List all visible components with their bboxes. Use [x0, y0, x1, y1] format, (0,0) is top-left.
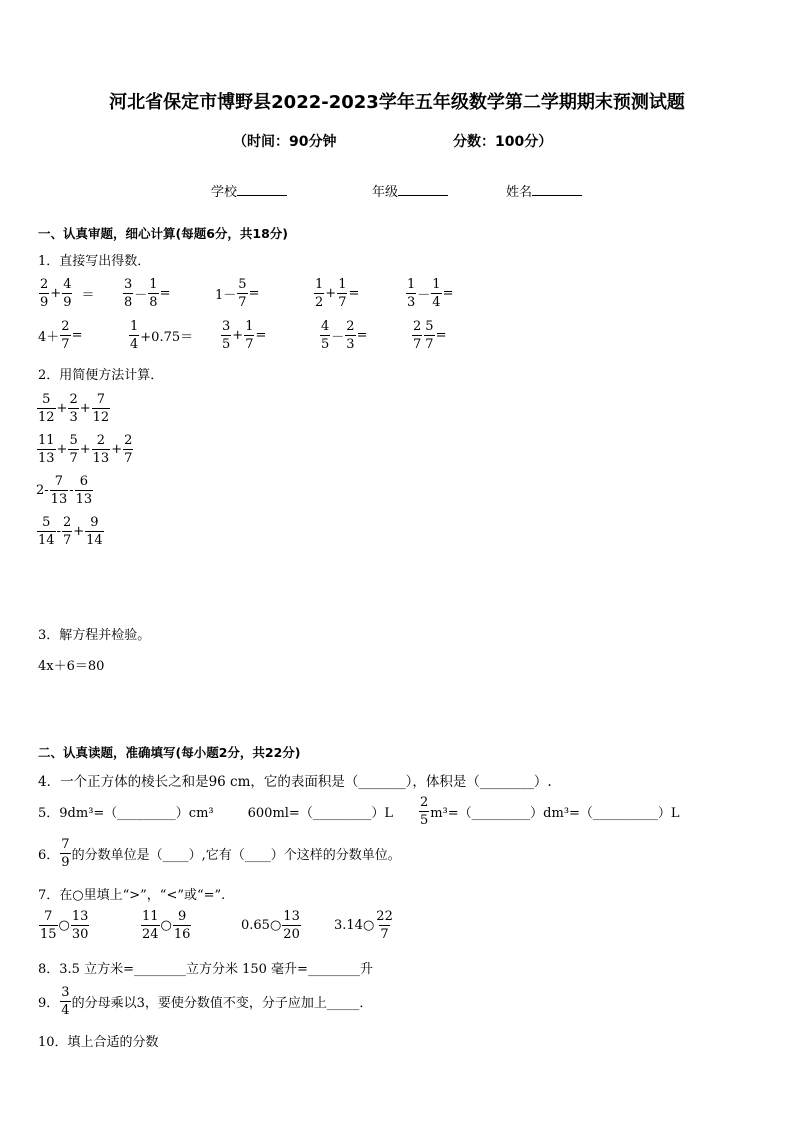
- q2-item-b: $\frac{11}{13}$ + $\frac{5}{7}$ + $\frac{2}{13}$ + $\frac{2}{7}$: [38, 433, 133, 466]
- q1-item-e: $\frac{1}{3}$ － $\frac{1}{4}$ =: [407, 277, 454, 310]
- q1-item-c: 1－ $\frac{5}{7}$ =: [215, 277, 260, 310]
- q1-item-f: 4＋ $\frac{2}{7}$ =: [38, 319, 83, 352]
- question-4: 4．一个正方体的棱长之和是96 cm，它的表面积是（_______），体积是（________）.: [38, 774, 552, 790]
- q1-item-i: $\frac{4}{5}$ － $\frac{2}{3}$ =: [321, 319, 368, 352]
- section-2-heading: 二、认真读题，准确填写(每小题2分，共22分): [38, 745, 301, 760]
- question-2: 2．用简便方法计算．: [38, 368, 164, 383]
- q2-item-c: 2- $\frac{7}{13}$ - $\frac{6}{13}$: [36, 474, 93, 507]
- section-1-heading: 一、认真审题，细心计算(每题6分，共18分): [38, 226, 289, 241]
- compare-circle: ○: [160, 918, 172, 933]
- question-7: 7．在○里填上“>”，“<”或“=”.: [38, 888, 226, 903]
- q7-item-c: 0.65○ $\frac{13}{20}$: [241, 909, 300, 942]
- q7-item-d: 3.14○ $\frac{22}{7}$: [334, 909, 393, 942]
- q3-equation: 4x＋6＝80: [38, 659, 105, 674]
- exam-score: 分数：100分）: [453, 134, 553, 150]
- question-10: 10．填上合适的分数: [38, 1035, 159, 1050]
- q1-item-b: $\frac{3}{8}$ － $\frac{1}{8}$ =: [124, 277, 171, 310]
- q1-item-j: $\frac{2}{7}$ $\frac{5}{7}$ =: [413, 319, 447, 352]
- question-5: 5．9dm³=（_________）cm³ 600ml=（_________）L $\frac{2}{5}$ m³=（_________）dm³=（__________）L: [38, 795, 680, 828]
- question-1: 1．直接写出得数．: [38, 254, 151, 269]
- school-field[interactable]: 学校: [211, 181, 287, 200]
- name-field[interactable]: 姓名: [506, 181, 582, 200]
- compare-circle: ○: [58, 918, 70, 933]
- q1-item-h: $\frac{3}{5}$ + $\frac{1}{7}$ =: [222, 319, 267, 352]
- q7-item-a: $\frac{7}{15}$ ○ $\frac{13}{30}$: [40, 909, 89, 942]
- grade-field[interactable]: 年级: [372, 181, 448, 200]
- q2-item-d: $\frac{5}{14}$ - $\frac{2}{7}$ + $\frac{9}{14}$: [38, 515, 103, 548]
- question-9: 9． $\frac{3}{4}$ 的分母乘以3，要使分数值不变，分子应加上_____．: [38, 985, 373, 1018]
- q1-item-d: $\frac{1}{2}$ + $\frac{1}{7}$ =: [315, 277, 360, 310]
- page-title: 河北省保定市博野县2022-2023学年五年级数学第二学期期末预测试题: [109, 92, 685, 113]
- question-6: 6． $\frac{7}{9}$ 的分数单位是（____）,它有（____）个这样的分数单位。: [38, 837, 401, 870]
- q1-item-g: $\frac{1}{4}$ +0.75＝: [130, 319, 194, 352]
- question-3: 3．解方程并检验。: [38, 628, 151, 643]
- q1-item-a: $\frac{2}{9}$ + $\frac{4}{9}$ ＝: [40, 277, 95, 310]
- q2-item-a: $\frac{5}{12}$ + $\frac{2}{3}$ + $\frac{7}{12}$: [38, 392, 110, 425]
- question-8: 8．3.5 立方米=________立方分米 150 毫升=________升: [38, 962, 373, 977]
- q7-item-b: $\frac{11}{24}$ ○ $\frac{9}{16}$: [142, 909, 191, 942]
- exam-time: （时间：90分钟: [233, 134, 337, 150]
